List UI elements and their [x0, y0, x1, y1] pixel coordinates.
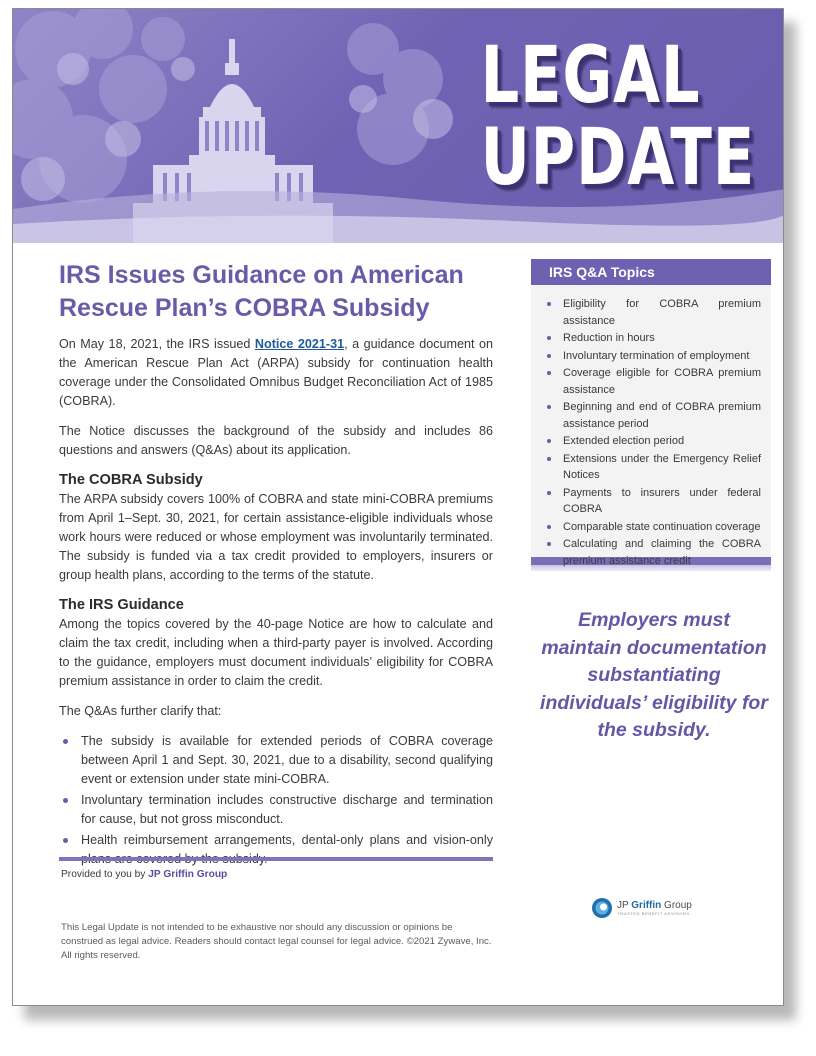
main-column — [59, 259, 493, 871]
pull-quote: Employers must maintain documentation substantiating individuals’ eligibility for the subsidy. — [540, 609, 768, 741]
topic-item: Eligibility for COBRA premium assistance — [543, 296, 761, 329]
topic-list — [543, 296, 761, 569]
topic-item: Payments to insurers under federal COBRA — [543, 485, 761, 518]
logo-tagline: TRUSTED BENEFIT ADVISORS — [617, 910, 690, 916]
disclaimer: This Legal Update is not intended to be exhaustive nor should any discussion or opinions be construed as legal advice. Readers should contact legal counsel for legal advice. ©2021 Zywave, Inc. All rights reserved. — [61, 922, 492, 961]
topic-item: Extended election period — [543, 433, 761, 450]
intro-paragraph — [59, 335, 493, 411]
list-item: Involuntary termination includes constructive discharge and termination for cause, but not gross misconduct. — [59, 791, 493, 829]
logo-text — [617, 900, 692, 917]
section-heading-irs-guidance: The IRS Guidance — [59, 597, 184, 613]
logo-name — [617, 900, 692, 911]
logo-mark-icon — [591, 897, 613, 919]
notice-link[interactable]: Notice 2021-31 — [254, 337, 345, 351]
topic-item: Calculating and claiming the COBRA premium assistance credit — [543, 536, 761, 569]
logo-name-prefix: JP — [617, 899, 632, 911]
notice-paragraph: The Notice discusses the background of the subsidy and includes 86 questions and answers (Q&As) about its application. — [59, 424, 493, 457]
topic-item: Coverage eligible for COBRA premium assistance — [543, 365, 761, 398]
intro-text-before: On May 18, 2021, the IRS issued — [59, 337, 255, 351]
logo-name-suffix: Group — [661, 899, 692, 911]
logo-name-bold: Griffin — [631, 899, 662, 911]
sidebar-heading: IRS Q&A Topics — [531, 259, 771, 285]
sidebar-topics — [531, 259, 771, 571]
topic-item: Reduction in hours — [543, 330, 761, 347]
section-heading-cobra-subsidy: The COBRA Subsidy — [59, 472, 203, 488]
provided-prefix: Provided to you by — [61, 869, 149, 880]
qa-bullet-list — [59, 732, 493, 869]
topic-item: Comparable state continuation coverage — [543, 519, 761, 536]
article-headline: IRS Issues Guidance on American Rescue Plan’s COBRA Subsidy — [59, 261, 464, 322]
intro-text-after: , a guidance document on the American Rescue Plan Act (ARPA) subsidy for continuation health coverage under the Consolidated Omnibus Budget Reconciliation Act of 1985 (COBRA). — [59, 337, 494, 408]
topic-item: Involuntary termination of employment — [543, 348, 761, 365]
legal-update-page — [12, 8, 784, 1006]
provider-name: JP Griffin Group — [148, 869, 228, 880]
cobra-subsidy-paragraph: The ARPA subsidy covers 100% of COBRA and state mini-COBRA premiums from April 1–Sept. 30, 2021, for certain assistance-eligible individuals whose work hours were reduced or whose employment was involuntarily terminated. The subsidy is funded via a tax credit provided to employers, insurers or group health plans, according to the terms of the statute. — [59, 492, 493, 582]
company-logo — [591, 895, 721, 921]
topic-item: Extensions under the Emergency Relief Notices — [543, 451, 761, 484]
footer-divider — [59, 857, 493, 861]
list-item: The subsidy is available for extended periods of COBRA coverage between April 1 and Sept. 30, 2021, due to a disability, second qualifying event or extension under state mini-COBRA. — [59, 732, 493, 789]
sidebar-body — [531, 285, 771, 567]
list-item: Health reimbursement arrangements, dental-only plans and vision-only — [59, 831, 493, 869]
banner-title — [480, 31, 755, 203]
banner-title-line-2: UPDATE — [480, 113, 755, 203]
header-banner — [13, 9, 784, 243]
provided-by — [61, 869, 227, 880]
qa-intro: The Q&As further clarify that: — [59, 704, 222, 718]
topic-item: Beginning and end of COBRA premium assistance period — [543, 399, 761, 432]
irs-guidance-paragraph: Among the topics covered by the 40-page Notice are how to calculate and claim the tax credit, including when a third-party payer is involved. According to the guidance, employers must document individuals’ eligibility for COBRA premium assistance in order to claim the credit. — [59, 617, 493, 688]
banner-title-line-1: LEGAL — [480, 31, 701, 121]
